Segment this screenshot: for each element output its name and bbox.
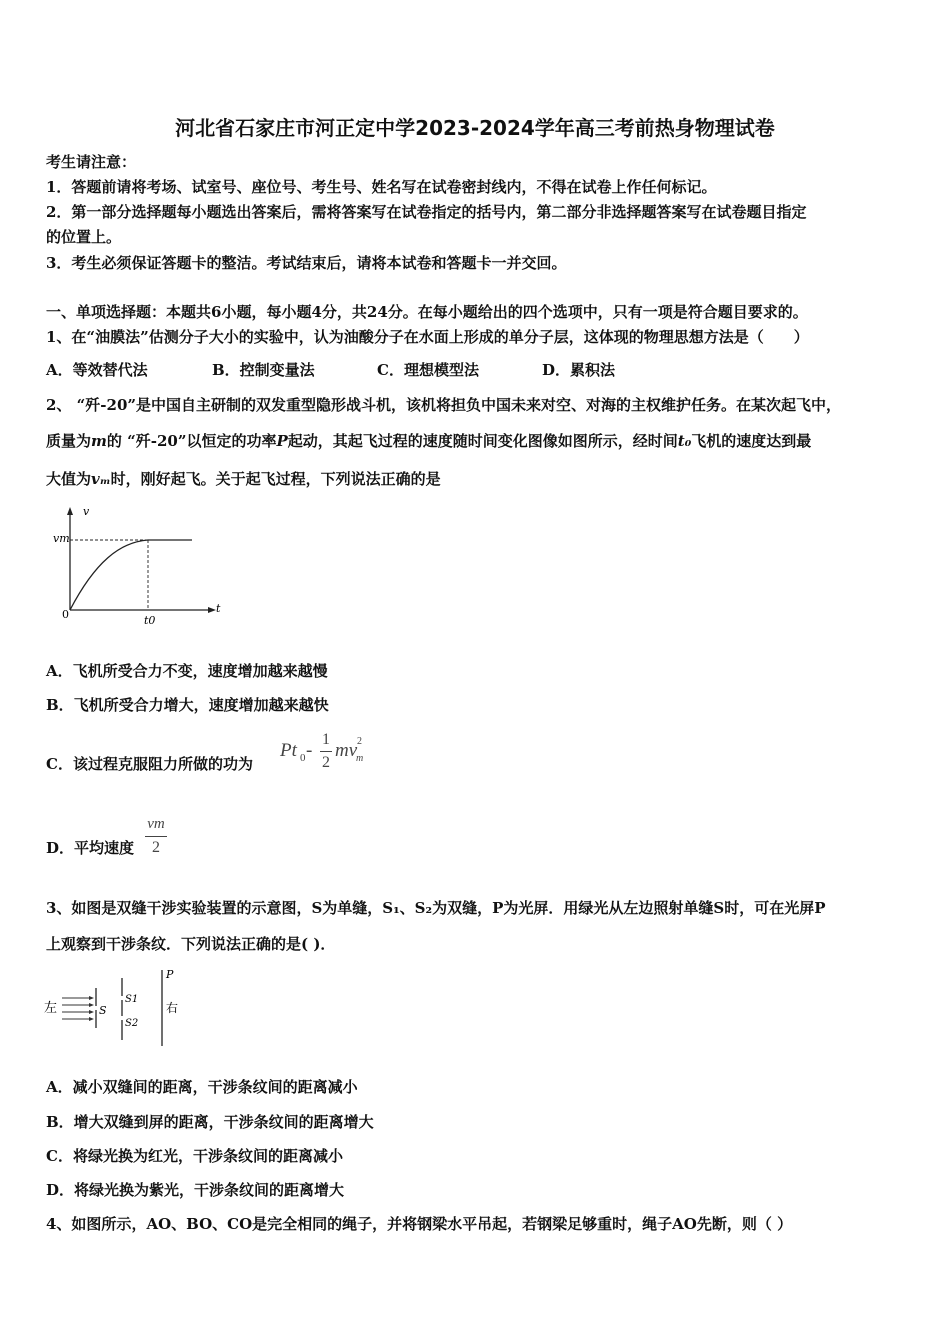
formula-sub-0: 0 (300, 752, 306, 764)
notice-heading: 考生请注意： (46, 153, 137, 171)
q3-option-b: B．增大双缝到屏的距离，干涉条纹间的距离增大 (46, 1113, 374, 1131)
light-ray-arrow (89, 1010, 94, 1014)
q2-text: 时，刚好起飞。关于起飞过程，下列说法正确的是 (110, 470, 441, 488)
q3-double-slit-diagram (40, 966, 190, 1048)
q2-text: 大值为 (46, 470, 92, 488)
q3-option-d: D．将绿光换为紫光，干涉条纹间的距离增大 (46, 1181, 345, 1199)
notice-item-3: 3．考生必须保证答题卡的整洁。考试结束后，请将本试卷和答题卡一并交回。 (46, 254, 567, 272)
q2-option-a: A．飞机所受合力不变，速度增加越来越慢 (46, 662, 328, 680)
q2-option-d: D．平均速度 (46, 839, 135, 857)
q2-mass-symbol: m (91, 432, 107, 450)
screen-p-label: P (166, 968, 174, 981)
q2-stem-line1: 2、 “歼-20”是中国自主研制的双发重型隐形战斗机，该机将担负中国未来对空、对海的主权维护任务。在某次起飞中， (46, 396, 842, 414)
q3-stem-line1: 3、如图是双缝干涉实验装置的示意图，S为单缝，S₁、S₂为双缝，P为光屏．用绿光从左边照射单缝S时，可在光屏P (46, 899, 826, 917)
graph-t0-label: t0 (144, 614, 156, 627)
q2-velocity-symbol: vₘ (91, 470, 111, 488)
q2-power-symbol: P (276, 432, 288, 450)
notice-item-2: 2．第一部分选择题每小题选出答案后，需将答案写在试卷指定的括号内，第二部分非选择题答案写在试卷题目指定 (46, 203, 807, 221)
light-ray-arrow (89, 1003, 94, 1007)
q2-stem-line3 (46, 469, 441, 489)
section-heading: 一、单项选择题：本题共6小题，每小题4分，共24分。在每小题给出的四个选项中，只有一项是符合题目要求的。 (46, 303, 808, 321)
slit-s2-label: S2 (125, 1018, 139, 1029)
graph-t-label: t (216, 602, 221, 615)
slit-s-label: S (99, 1004, 107, 1017)
light-ray-arrow (89, 996, 94, 1000)
q1-option-b: B．控制变量法 (212, 361, 315, 379)
formula-mv: mv (335, 740, 358, 761)
q1-option-d: D．累积法 (542, 361, 616, 379)
q2-option-c: C．该过程克服阻力所做的功为 (46, 755, 253, 773)
q2-text: 起动，其起飞过程的速度随时间变化图像如图所示，经时间 (287, 432, 678, 450)
q3-stem-line2: 上观察到干涉条纹．下列说法正确的是( )． (46, 935, 336, 953)
graph-curve (70, 540, 192, 610)
graph-v-label: v (83, 505, 90, 518)
q3-option-c: C．将绿光换为红光，干涉条纹间的距离减小 (46, 1147, 343, 1165)
q2-text: 飞机的速度达到最 (691, 432, 812, 450)
graph-origin-label: 0 (62, 608, 69, 621)
formula-frac-num: 1 (322, 731, 330, 748)
formula-frac-den: 2 (322, 754, 330, 771)
q2-text: 的 “歼-20”以恒定的功率 (106, 432, 277, 450)
q3-option-a: A．减小双缝间的距离，干涉条纹间的距离减小 (46, 1078, 358, 1096)
graph-vm-label: vm (53, 532, 70, 545)
q1-option-c: C．理想模型法 (377, 361, 479, 379)
graph-v-axis-arrow (67, 507, 73, 515)
formula-frac-bar (320, 751, 332, 752)
formula-d-num: vm (147, 816, 165, 832)
graph-t-axis-arrow (208, 607, 216, 613)
q2-stem-line2 (46, 431, 811, 451)
formula-sub-m: m (356, 753, 364, 764)
formula-minus: - (306, 740, 313, 761)
diagram-right-label: 右 (166, 1001, 179, 1015)
page-title: 河北省石家庄市河正定中学2023-2024学年高三考前热身物理试卷 (175, 116, 775, 140)
q2-velocity-time-graph (40, 502, 240, 632)
q2-text: 质量为 (46, 432, 92, 450)
light-ray-arrow (89, 1017, 94, 1021)
formula-pt: Pt (280, 740, 297, 761)
q2-option-b: B．飞机所受合力增大，速度增加越来越快 (46, 696, 329, 714)
q4-stem: 4、如图所示，AO、BO、CO是完全相同的绳子，并将钢梁水平吊起，若钢梁足够重时，绳子AO先断，则（ ） (46, 1215, 793, 1233)
notice-item-1: 1．答题前请将考场、试室号、座位号、考生号、姓名写在试卷密封线内，不得在试卷上作任何标记。 (46, 178, 717, 196)
q2-time-symbol: t₀ (677, 432, 692, 450)
q1-stem: 1、在“油膜法”估测分子大小的实验中，认为油酸分子在水面上形成的单分子层，这体现的物理思想方法是（ ） (46, 328, 809, 346)
formula-d-bar (145, 836, 167, 837)
q1-option-a: A．等效替代法 (46, 361, 148, 379)
diagram-left-label: 左 (44, 1001, 58, 1016)
formula-sup-2: 2 (357, 736, 362, 747)
notice-item-2-cont: 的位置上。 (46, 228, 122, 246)
slit-s1-label: S1 (125, 994, 139, 1005)
formula-d-den: 2 (152, 839, 160, 856)
